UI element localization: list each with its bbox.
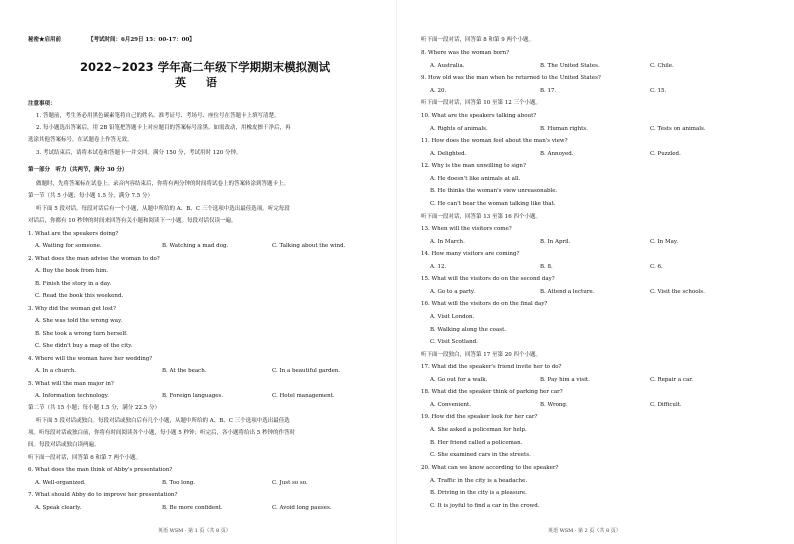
option-b: B. Wrong. <box>540 402 568 408</box>
option-c: C. Talking about the wind. <box>272 243 346 249</box>
option-c: C. Visit the schools. <box>650 289 705 295</box>
option-b: B. Annoyed. <box>540 151 574 157</box>
option-c: C. Visit Scotland. <box>430 339 478 345</box>
option-a: A. Rights of animals. <box>430 126 488 132</box>
option-a: A. Delighted. <box>430 151 467 157</box>
question: 1. What are the speakers doing? <box>28 231 119 237</box>
option-a: A. In March. <box>430 239 465 245</box>
option-a: A. She asked a policeman for help. <box>430 427 527 433</box>
question: 13. When will the visitors come? <box>421 226 512 232</box>
option-b: B. He thinks the woman's view unreasonable. <box>430 188 558 194</box>
question: 4. Where will the woman have her wedding? <box>28 356 153 362</box>
option-a: A. Go out for a walk. <box>430 377 488 383</box>
option-a: A. Convenient. <box>430 402 471 408</box>
question: 15. What will the visitors do on the second day? <box>421 276 555 282</box>
option-c: C. 15. <box>650 88 667 94</box>
option-c: C. Tests on animals. <box>650 126 706 132</box>
part1-intro: 做题时，先将答案标在试卷上。录音内容结束后，你将有两分钟的时间将试卷上的答案转涂到答题卡上。 <box>36 181 290 187</box>
section1-instructions: 听下面 5 段对话。每段对话后有一个小题，从题中所给的 A、B、C 三个选项中选出最佳选项。听完每段 <box>36 206 290 212</box>
listening-instruction: 听下面一段对话，回答第 10 至第 12 三个小题。 <box>421 100 541 106</box>
option-c: C. Read the book this weekend. <box>35 293 124 299</box>
page-divider <box>396 0 397 544</box>
question: 19. How did the speaker look for her car? <box>421 414 538 420</box>
question: 3. Why did the woman get lost? <box>28 306 116 312</box>
option-b: B. Her friend called a policeman. <box>430 440 523 446</box>
option-b: B. 8. <box>540 264 553 270</box>
option-a: A. Well-organized. <box>35 480 86 486</box>
option-b: B. Foreign languages. <box>162 393 224 399</box>
option-a: A. 12. <box>430 264 447 270</box>
question: 20. What can we know according to the speaker? <box>421 465 559 471</box>
option-a: A. Traffic in the city is a headache. <box>430 478 528 484</box>
option-b: B. Driving in the city is a pleasure. <box>430 490 527 496</box>
option-b: B. In April. <box>540 239 571 245</box>
option-b: B. Watching a mad dog. <box>162 243 229 249</box>
question: 14. How many visitors are coming? <box>421 251 520 257</box>
option-a: A. She was told the wrong way. <box>35 318 123 324</box>
question: 9. How old was the man when he returned to the United States? <box>421 75 601 81</box>
option-a: A. In a church. <box>35 368 77 374</box>
option-b: B. Attend a lecture. <box>540 289 595 295</box>
note-line: 3. 考试结束后，请将本试卷和答题卡一并交回。满分 150 分，考试用时 120 分钟。 <box>36 150 242 156</box>
option-c: C. In a beautiful garden. <box>272 368 341 374</box>
section1-instructions: 对话后，你都有 10 秒钟的时间来回答有关小题和阅读下一小题。每段对话仅读一遍。 <box>28 218 237 224</box>
option-a: A. Visit London. <box>430 314 475 320</box>
option-b: B. She took a wrong turn herself. <box>35 331 128 337</box>
note-line: 2. 每小题选出答案后，用 2B 铅笔把答题卡上对应题目的答案标号涂黑。如需改动，用橡皮擦干净后，再 <box>36 125 291 131</box>
notes-heading: 注意事项： <box>28 101 56 107</box>
option-a: A. Speak clearly. <box>35 505 82 511</box>
option-b: B. Pay him a visit. <box>540 377 590 383</box>
listening-instruction: 听下面一段对话，回答第 13 至第 16 四个小题。 <box>421 214 541 220</box>
page-footer: 英语 WSM · 第 1 页（共 8 页） <box>158 528 231 534</box>
option-c: C. Avoid long pauses. <box>272 505 332 511</box>
option-b: B. At the beach. <box>162 368 207 374</box>
option-b: B. Too long. <box>162 480 196 486</box>
classification-mark: 秘密★启用前 <box>28 37 62 43</box>
option-c: C. Just so so. <box>272 480 308 486</box>
option-c: C. Difficult. <box>650 402 682 408</box>
listening-instruction: 听下面一段独白，回答第 17 至第 20 四个小题。 <box>421 352 541 358</box>
section1-heading: 第一节（共 5 小题；每小题 1.5 分，满分 7.5 分） <box>28 193 153 199</box>
question: 17. What did the speaker's friend invite her to do? <box>421 364 562 370</box>
option-c: C. 6. <box>650 264 663 270</box>
option-b: B. The United States. <box>540 63 600 69</box>
section2-heading: 第二节（共 15 小题；每小题 1.5 分，满分 22.5 分） <box>28 405 160 411</box>
question: 6. What does the man think of Abby's presentation? <box>28 467 173 473</box>
question: 11. How does the woman feel about the man's view? <box>421 138 568 144</box>
option-c: C. She didn't buy a map of the city. <box>35 343 133 349</box>
option-a: A. Waiting for someone. <box>35 243 102 249</box>
option-a: A. Australia. <box>430 63 465 69</box>
option-c: C. Repair a car. <box>650 377 694 383</box>
option-a: A. Buy the book from him. <box>35 268 109 274</box>
section2-instructions: 间。每段对话或独白读两遍。 <box>28 442 100 448</box>
subject-title: 英 语 <box>175 76 225 89</box>
option-c: C. It is joyful to find a car in the crowd. <box>430 503 540 509</box>
part1-heading: 第一部分 听力（共两节，满分 30 分） <box>28 167 128 173</box>
exam-title: 2022~2023 学年高二年级下学期期末模拟测试 <box>80 60 331 74</box>
option-c: C. Chile. <box>650 63 674 69</box>
option-b: B. Human rights. <box>540 126 588 132</box>
note-line: 选涂其他答案标号。在试题卷上作答无效。 <box>28 137 133 143</box>
section2-instructions: 项。听每段对话或独白前，你将有时间阅读各个小题，每小题 5 秒钟；听完后，各小题将给出 5 秒钟的作答时 <box>28 430 295 436</box>
option-b: B. Finish the story in a day. <box>35 281 112 287</box>
question: 8. Where was the woman born? <box>421 50 510 56</box>
option-c: C. Puzzled. <box>650 151 681 157</box>
page-footer: 英语 WSM · 第 2 页（共 8 页） <box>548 528 621 534</box>
question: 12. Why is the man unwilling to sign? <box>421 163 526 169</box>
option-a: A. He doesn't like animals at all. <box>430 176 521 182</box>
exam-time: 【考试时间：6月29日 15：00-17：00】 <box>88 37 195 43</box>
option-c: C. Hotel management. <box>272 393 335 399</box>
option-a: A. Information technology. <box>35 393 109 399</box>
note-line: 1. 答题前，考生务必用黑色碳素笔将自己的姓名、准考证号、考场号、座位号在答题卡上填写清楚。 <box>36 113 280 119</box>
question: 16. What will the visitors do on the final day? <box>421 301 548 307</box>
option-c: C. She examined cars in the streets. <box>430 452 531 458</box>
option-c: C. In May. <box>650 239 679 245</box>
option-b: B. Be more confident. <box>162 505 223 511</box>
question: 10. What are the speakers talking about? <box>421 113 537 119</box>
listening-instruction: 听下面一段对话，回答第 8 和第 9 两个小题。 <box>421 37 534 43</box>
question: 2. What does the man advise the woman to do? <box>28 256 160 262</box>
listening-instruction: 听下面一段对话，回答第 6 和第 7 两个小题。 <box>28 455 141 461</box>
option-a: A. Go to a party. <box>430 289 475 295</box>
option-c: C. He can't bear the woman talking like that. <box>430 201 556 207</box>
question: 5. What will the man major in? <box>28 381 114 387</box>
section2-instructions: 听下面 5 段对话或独白。每段对话或独白后有几个小题，从题中所给的 A、B、C 三个选项中选出最佳选 <box>36 418 290 424</box>
option-a: A. 20. <box>430 88 447 94</box>
question: 7. What should Abby do to improve her presentation? <box>28 492 178 498</box>
option-b: B. Walking along the coast. <box>430 327 507 333</box>
question: 18. What did the speaker think of parking her car? <box>421 389 563 395</box>
option-b: B. 17. <box>540 88 557 94</box>
